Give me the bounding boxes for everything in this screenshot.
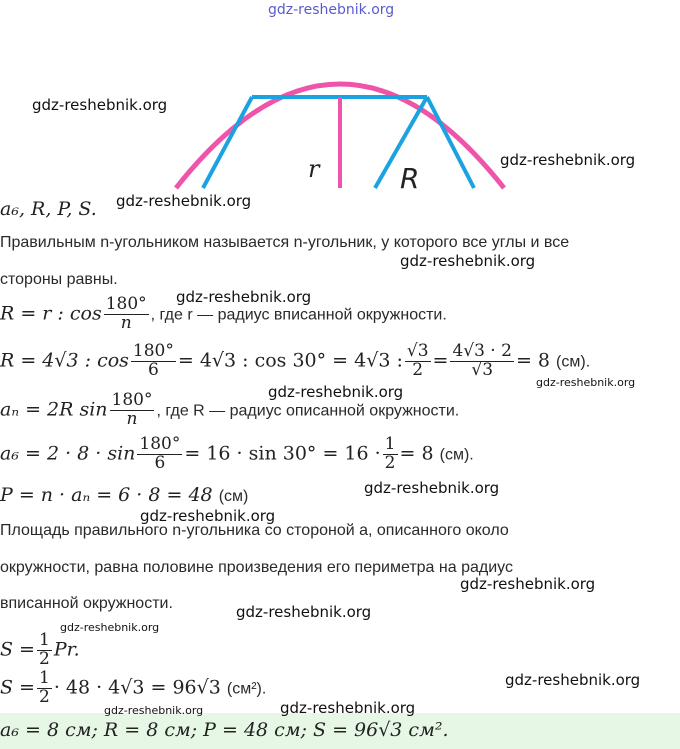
answer-line: a₆ = 8 см; R = 8 см; P = 48 см; S = 96√3 см².	[0, 719, 449, 741]
formula-area-general: S = $\frac{1}{2}$ Pr.	[0, 630, 80, 669]
watermark: gdz-reshebnik.org	[400, 252, 536, 270]
watermark: gdz-reshebnik.org	[236, 603, 372, 621]
area-rule-line-3: вписанной окружности.	[0, 595, 173, 612]
find-line: a₆, R, P, S.	[0, 198, 97, 220]
watermark: gdz-reshebnik.org	[460, 575, 596, 593]
formula-R-computed: R = 4√3 : cos $\frac{180^\circ}{6}$ = 4√3 : cos 30° = 4√3 : $\frac{√3}{2}$ = $\frac{4√3 \cdot 2}{√3}$ = 8 (см).	[0, 341, 591, 380]
label-r: r	[308, 155, 320, 183]
watermark: gdz-reshebnik.org	[104, 704, 204, 717]
watermark: gdz-reshebnik.org	[176, 288, 312, 306]
watermark: gdz-reshebnik.org	[60, 621, 160, 634]
area-rule-line-2: окружности, равна половине произведения его периметра на радиус	[0, 559, 513, 576]
watermark-top: gdz-reshebnik.org	[268, 2, 395, 18]
watermark: gdz-reshebnik.org	[280, 699, 416, 717]
watermark: gdz-reshebnik.org	[505, 671, 641, 689]
watermark: gdz-reshebnik.org	[268, 383, 404, 401]
formula-perimeter: P = n · aₙ = 6 · 8 = 48 (см)	[0, 484, 249, 506]
definition-line-1: Правильным n-угольником называется n-угольник, у которого все углы и все	[0, 234, 570, 251]
formula-R-general: R = r : cos $\frac{180^\circ}{n}$ , где r — радиус вписанной окружности.	[0, 294, 447, 333]
watermark: gdz-reshebnik.org	[140, 507, 276, 525]
area-rule-line-1: Площадь правильного n-угольника со стороной a, описанного около	[0, 522, 509, 539]
polygon-side-left	[203, 97, 252, 188]
formula-a-general: aₙ = 2R sin $\frac{180^\circ}{n}$ , где R — радиус описанной окружности.	[0, 390, 460, 429]
watermark: gdz-reshebnik.org	[32, 96, 168, 114]
label-R: R	[400, 162, 420, 195]
watermark: gdz-reshebnik.org	[364, 479, 500, 497]
watermark: gdz-reshebnik.org	[500, 151, 636, 169]
watermark: gdz-reshebnik.org	[116, 192, 252, 210]
watermark: gdz-reshebnik.org	[536, 376, 636, 389]
formula-a6-computed: a₆ = 2 · 8 · sin $\frac{180^\circ}{6}$ = 16 · sin 30° = 16 · $\frac{1}{2}$ = 8 (см).	[0, 434, 474, 473]
formula-area-computed: S = $\frac{1}{2}$ · 48 · 4√3 = 96√3 (см²).	[0, 668, 267, 707]
polygon-side-right	[427, 97, 474, 188]
definition-line-2: стороны равны.	[0, 271, 118, 288]
